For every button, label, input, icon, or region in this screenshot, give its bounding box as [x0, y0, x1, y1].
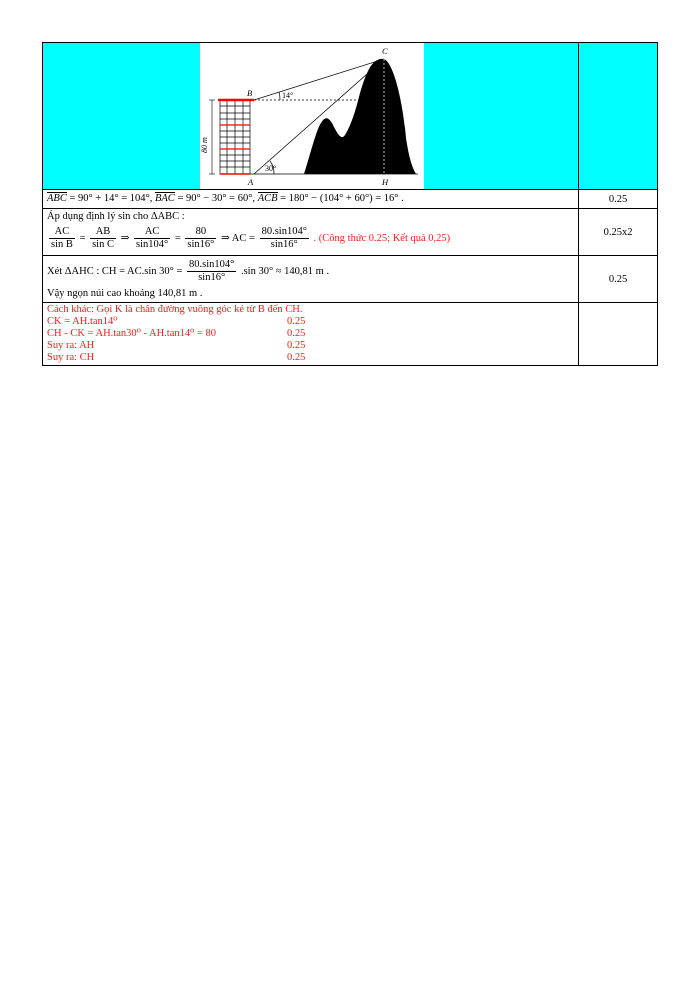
fraction-ac-result: $\frac{80.\sin 104^\circ}{\sin 16^\circ}$ [261, 226, 307, 251]
mountain-shape [304, 59, 416, 174]
sine-law-row [43, 209, 658, 256]
alternative-row [43, 303, 658, 366]
equals-sign: = [79, 233, 86, 244]
fraction-ac-sin104: $\frac{AC}{\sin 104^\circ}$ [136, 226, 169, 251]
angles-score: 0.25 [579, 190, 658, 209]
angle-30-label: 30° [265, 164, 277, 173]
point-a-label: A [248, 177, 254, 187]
alternative-line-1: CK = AH.tan14⁰ 0.25 [47, 316, 306, 327]
height-conclusion: Vậy ngọn núi cao khoảng 140,81 m . [47, 288, 203, 299]
figure-row [43, 43, 658, 190]
angles-row [43, 190, 658, 209]
fraction-ab-sinc: $\frac{AB}{\text{sin C}}$ [92, 226, 114, 251]
angle-14-label: 14° [282, 91, 294, 100]
alternative-line-2: CH - CK = AH.tan30⁰ - AH.tan14⁰ = 80 0.25 [47, 328, 306, 339]
fraction-height: $\frac{80.\sin 104^\circ}{\sin 16^\circ}$ [189, 259, 235, 284]
sine-law-intro: Áp dụng định lý sin cho ΔABC : [47, 211, 185, 222]
height-dimension [209, 100, 215, 174]
alternative-line-4: Suy ra: CH 0.25 [47, 352, 306, 363]
implies-ac: ⇒ AC = [220, 233, 255, 244]
figure-cell [43, 43, 579, 190]
sine-law-cell [43, 209, 579, 256]
height-prefix: Xét ΔAHC : CH = AC.sin 30° = [47, 266, 183, 277]
height-suffix: .sin 30° ≈ 140,81 m . [240, 266, 330, 277]
alternative-score-cell [579, 303, 658, 366]
sine-law-score: 0.25x2 [579, 209, 658, 256]
height-cell [43, 256, 579, 303]
angles-text-3: = 180° − (104° + 60°) = 16° . [280, 193, 404, 204]
equals-sign: = [174, 233, 181, 244]
scoring-note: . (Công thức 0.25; Kết quả 0,25) [313, 233, 451, 244]
alternative-title: Cách khác: Gọi K là chân đường vuông góc kẻ từ B đến CH. [47, 304, 303, 315]
fraction-80-sin16: $\frac{80}{\sin 16^\circ}$ [187, 226, 215, 251]
angles-text-2: = 90° − 30° = 60°, [177, 193, 258, 204]
implies-sign: ⇒ [120, 233, 130, 244]
arc-bac: BAC [154, 193, 175, 204]
alternative-line-3: Suy ra: AH 0.25 [47, 340, 306, 351]
grading-table [42, 42, 658, 366]
height-equation [47, 257, 574, 287]
building [220, 100, 250, 174]
point-b-label: B [247, 88, 253, 98]
point-c-label: C [382, 46, 388, 56]
fraction-ac-sinb: $\frac{AC}{\text{sin B}}$ [51, 226, 73, 251]
angles-cell [43, 190, 579, 209]
height-row [43, 256, 658, 303]
alternative-cell [43, 303, 579, 366]
figure-score-cell [579, 43, 658, 190]
arc-acb: ACB [257, 193, 278, 204]
mountain-figure [200, 43, 424, 189]
height-score: 0.25 [579, 256, 658, 303]
point-h-label: H [382, 177, 389, 187]
height-label: 80 m [200, 137, 209, 153]
arc-abc: ABC [47, 193, 67, 204]
sine-law-equation [47, 224, 574, 254]
angles-text-1: = 90° + 14° = 104°, [69, 193, 155, 204]
figure-svg [200, 43, 424, 189]
